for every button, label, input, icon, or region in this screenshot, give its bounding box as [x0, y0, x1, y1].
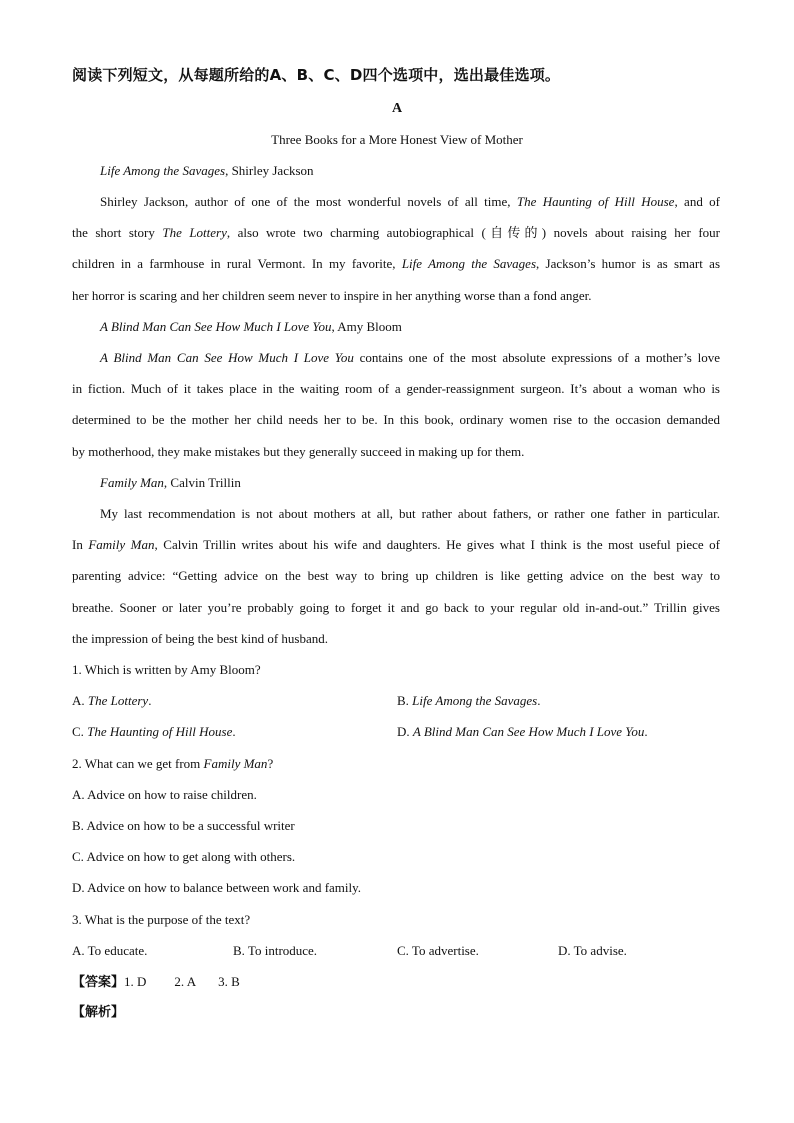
book3-para-line3: parenting advice: “Getting advice on the best way to bring up children is like getting advice on the best way to	[72, 568, 720, 583]
q1-option-b: B. Life Among the Savages.	[397, 693, 541, 708]
q3-option-b: B. To introduce.	[233, 943, 318, 958]
book1-heading	[100, 163, 314, 179]
book3-para-line5: the impression of being the best kind of husband.	[72, 631, 328, 646]
q1-option-d: D. A Blind Man Can See How Much I Love You.	[397, 724, 648, 739]
book2-para-line1: A Blind Man Can See How Much I Love You contains one of the most absolute expressions of a mother’s love	[100, 350, 720, 365]
q1-option-c: C. The Haunting of Hill House.	[72, 724, 236, 739]
q2-option-b: B. Advice on how to be a successful writer	[72, 818, 295, 833]
book3-heading	[100, 475, 241, 491]
book2-author: , Amy Bloom	[331, 319, 402, 334]
book2-para-line4: by motherhood, they make mistakes but they generally succeed in making up for them.	[72, 444, 525, 459]
q2-option-c: C. Advice on how to get along with others.	[72, 849, 296, 864]
book1-title: Life Among the Savages	[100, 163, 226, 178]
q2-option-d: D. Advice on how to balance between work and family.	[72, 880, 362, 895]
q3-option-c: C. To advertise.	[397, 943, 479, 958]
q2-stem: 2. What can we get from Family Man?	[72, 756, 274, 771]
book1-para-line2: the short story The Lottery, also wrote two charming autobiographical (自传的) novels about raising her four	[72, 225, 720, 240]
book3-title: Family Man	[100, 475, 164, 490]
analysis-line	[72, 1004, 124, 1021]
answer-3: 3. B	[218, 974, 240, 989]
answer-line	[72, 974, 240, 991]
book3-para-line2: In Family Man, Calvin Trillin writes about his wife and daughters. He gives what I think is the most useful piece of	[72, 537, 720, 552]
analysis-tag: 【解析】	[72, 1005, 125, 1020]
book1-para-line1: Shirley Jackson, author of one of the most wonderful novels of all time, The Haunting of Hill House, and of	[100, 194, 721, 209]
q3-option-a: A. To educate.	[72, 943, 148, 958]
section-letter: A	[391, 101, 403, 116]
book1-author: , Shirley Jackson	[225, 163, 314, 178]
book2-heading	[100, 319, 402, 335]
book2-title: A Blind Man Can See How Much I Love You	[100, 319, 332, 334]
q2-option-a: A. Advice on how to raise children.	[72, 787, 257, 802]
book3-para-line1: My last recommendation is not about mothers at all, but rather about fathers, or rather one father in particular.	[100, 506, 720, 521]
q1-option-a: A. The Lottery.	[72, 693, 152, 708]
q1-stem: 1. Which is written by Amy Bloom?	[72, 662, 261, 677]
q3-stem: 3. What is the purpose of the text?	[72, 912, 251, 927]
book2-para-line3: determined to be the mother her child needs her to be. In this book, ordinary women rise to the occasion demanded	[72, 412, 720, 427]
q3-option-d: D. To advise.	[558, 943, 627, 958]
instruction: 阅读下列短文，从每题所给的A、B、C、D四个选项中，选出最佳选项。	[72, 66, 561, 84]
answer-1: 1. D	[124, 974, 147, 989]
answer-2: 2. A	[174, 974, 197, 989]
book1-para-line4: her horror is scaring and her children seem never to inspire in her anything worse than a fond anger.	[72, 288, 592, 303]
book3-para-line4: breathe. Sooner or later you’re probably going to forget it and go back to your regular old in-and-out.” Trillin gives	[72, 600, 720, 615]
book2-para-line2: in fiction. Much of it takes place in the waiting room of a gender-reassignment surgeon. It’s about a woman who is	[72, 381, 720, 396]
book1-para-line3: children in a farmhouse in rural Vermont. In my favorite, Life Among the Savages, Jackson’s humor is as smart as	[72, 256, 720, 271]
passage-title: Three Books for a More Honest View of Mother	[271, 132, 523, 147]
answer-tag: 【答案】	[72, 975, 125, 990]
book3-author: , Calvin Trillin	[163, 475, 241, 490]
